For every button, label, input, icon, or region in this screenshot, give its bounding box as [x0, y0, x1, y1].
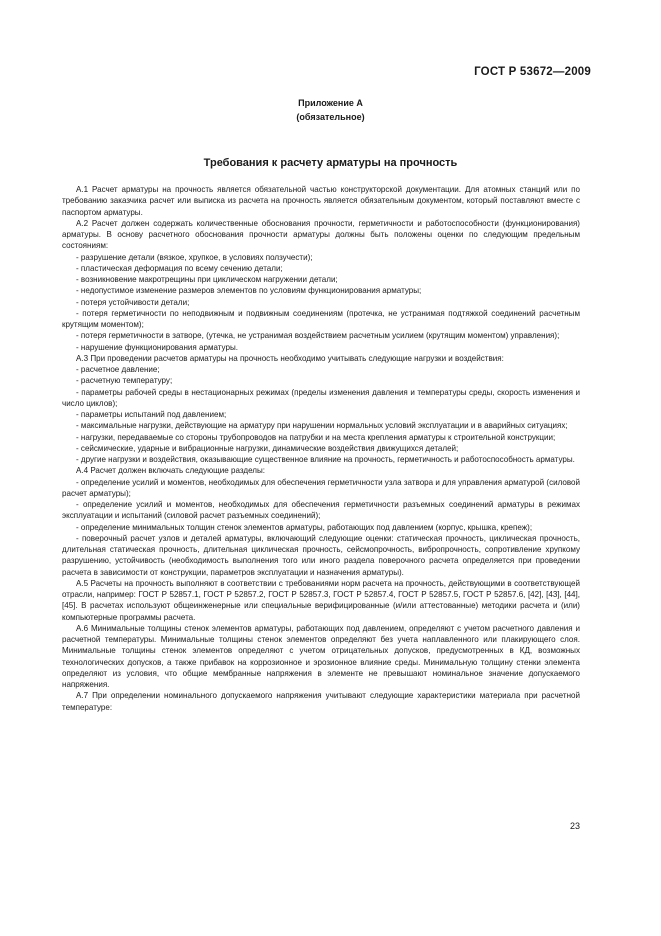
list-item: - нарушение функционирования арматуры.: [76, 342, 238, 352]
appendix-status: (обязательное): [296, 112, 365, 122]
paragraph-a1: А.1 Расчет арматуры на прочность является обязательной частью конструкторской документации. Для атомных станций или по требованию заказчика расчет или выписка из расчета на прочность является обязательным документом, который поставляют вместе с паспортом арматуры.: [62, 185, 580, 217]
list-item: - недопустимое изменение размеров элементов по условиям функционирования арматуры;: [76, 286, 422, 296]
list-item: - возникновение макротрещины при циклическом нагружении детали;: [76, 275, 338, 284]
paragraph-a5: А.5 Расчеты на прочность выполняют в соответствии с требованиями норм расчета на прочность, действующими в соответствующей отрасли, например: ГОСТ Р 52857.1, ГОСТ Р 52857.2, ГОСТ Р 52857.3, ГОСТ Р 52857.4, ГОСТ Р 52857.5, ГОСТ Р 52857.6, [42], [43], [44], [45]. В расчетах используют общеинженерные или специальные верифицированные (и/или аттестованные) методики расчета и (или) компьютерные программы расчета.: [62, 578, 580, 622]
appendix-heading: [0, 96, 661, 124]
document-code: ГОСТ Р 53672—2009: [474, 66, 591, 78]
paragraph-a3: А.3 При проведении расчетов арматуры на прочность необходимо учитывать следующие нагрузки и воздействия:: [76, 353, 504, 363]
list-item: - расчетную температуру;: [76, 376, 173, 386]
list-item: - нагрузки, передаваемые со стороны трубопроводов на патрубки и на места крепления арматуры к строительной конструкции;: [76, 432, 556, 442]
list-item: - максимальные нагрузки, действующие на арматуру при нарушении нормальных условий эксплуатации и в аварийных ситуациях;: [76, 421, 568, 431]
paragraph-a6: А.6 Минимальные толщины стенок элементов арматуры, работающих под давлением, определяют с учетом расчетного давления и расчетной температуры. Минимальные толщины стенок элементов определяют без учета наплавленного или плакирующего слоя. Минимальные толщины стенок элементов определяют с учетом отрицательных допусков, предусмотренных в КД, возможных технологических допусков, а также прибавок на коррозионное и эрозионное влияние среды. Минимальную толщину стенки элемента определяют из условия, что общие мембранные напряжения в элементе не превышают номинальное значение допускаемого напряжения.: [62, 623, 580, 689]
body-text: [62, 184, 580, 713]
list-item: - потеря герметичности по неподвижным и подвижным соединениям (протечка, не устранимая подтяжкой соединений расчетным крутящим моментом);: [62, 308, 580, 329]
list-item: - расчетное давление;: [76, 365, 160, 374]
list-item: - поверочный расчет узлов и деталей арматуры, включающий следующие оценки: статическая прочность, циклическая прочность, длительная статическая прочность, длительная циклическая прочность, сейсмопрочность, вибропрочность, сопротивление хрупкому разрушению, устойчивость (необходимость выполнения того или иного раздела поверочного расчета определяется при проведении расчета в зависимости от конструкции, параметров эксплуатации и назначения арматуры).: [62, 533, 580, 577]
appendix-label: Приложение А: [298, 98, 363, 108]
list-item: - пластическая деформация по всему сечению детали;: [76, 263, 283, 273]
list-item: - определение усилий и моментов, необходимых для обеспечения герметичности узла затвора и для управления арматурой (силовой расчет арматуры);: [62, 477, 580, 498]
paragraph-a2: А.2 Расчет должен содержать количественные обоснования прочности, герметичности и работоспособности (функционирования) арматуры. В основу расчетного обоснования прочности арматуры должны быть положены оценки по следующим предельным состояниям:: [62, 218, 580, 251]
page-number: 23: [569, 821, 580, 831]
list-item: - определение минимальных толщин стенок элементов арматуры, работающих под давлением (корпус, крышка, крепеж);: [76, 522, 533, 532]
paragraph-a7: А.7 При определении номинального допускаемого напряжения учитывают следующие характеристики материала при расчетной температуре:: [62, 691, 580, 712]
paragraph-a4: А.4 Расчет должен включать следующие разделы:: [76, 466, 266, 476]
list-item: - другие нагрузки и воздействия, оказывающие существенное влияние на прочность, герметичность и работоспособность арматуры.: [76, 455, 575, 464]
list-item: - параметры испытаний под давлением;: [76, 410, 227, 419]
list-item: - параметры рабочей среды в нестационарных режимах (пределы изменения давления и температуры среды, скорость изменения и число циклов);: [62, 387, 580, 408]
section-title: Требования к расчету арматуры на прочность: [203, 157, 458, 169]
list-item: - сейсмические, ударные и вибрационные нагрузки, динамические воздействия движущихся деталей;: [76, 443, 459, 453]
list-item: - потеря герметичности в затворе, (утечка, не устранимая воздействием расчетным усилием (крутящим моментом) управления);: [76, 331, 560, 341]
list-item: - разрушение детали (вязкое, хрупкое, в условиях ползучести);: [76, 252, 313, 262]
list-item: - определение усилий и моментов, необходимых для обеспечения герметичности разъемных соединений арматуры в режимах эксплуатации и испытаний (силовой расчет разъемных соединений);: [62, 500, 580, 521]
list-item: - потеря устойчивости детали;: [76, 297, 190, 307]
